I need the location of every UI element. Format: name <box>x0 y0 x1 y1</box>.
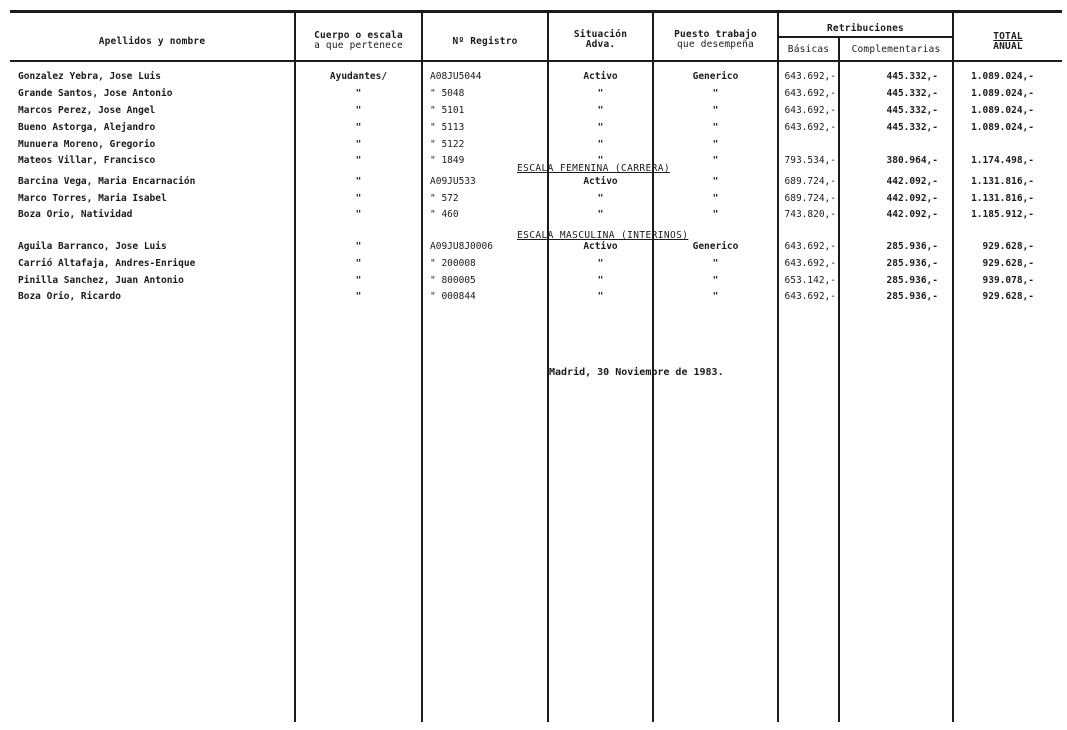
cell-total: 939.078,- <box>982 275 1034 286</box>
cell-registro: " 5101 <box>430 105 465 116</box>
cell-situacion: " <box>597 209 604 220</box>
cell-complementarias: 285.936,- <box>886 241 938 252</box>
header-situacion-line1: Situación <box>573 29 628 40</box>
cell-basicas: 643.692,- <box>784 122 836 133</box>
cell-registro: " 1849 <box>430 155 465 166</box>
cell-complementarias: 285.936,- <box>886 291 938 302</box>
cell-name: Gonzalez Yebra, Jose Luis <box>18 71 161 82</box>
cell-basicas: 643.692,- <box>784 88 836 99</box>
cell-complementarias: 442.092,- <box>886 176 938 187</box>
cell-cuerpo: " <box>355 241 362 252</box>
cell-cuerpo: " <box>355 291 362 302</box>
cell-basicas: 689.724,- <box>784 193 836 204</box>
cell-cuerpo: " <box>355 193 362 204</box>
section-label-masculina: ESCALA MASCULINA (INTERINOS) <box>517 230 689 241</box>
cell-situacion: Activo <box>583 71 618 82</box>
cell-total: 1.131.816,- <box>971 193 1034 204</box>
cell-cuerpo: " <box>355 139 362 150</box>
cell-total: 1.089.024,- <box>971 105 1034 116</box>
cell-name: Munuera Moreno, Gregorio <box>18 139 156 150</box>
cell-situacion: Activo <box>583 241 618 252</box>
cell-registro: " 5122 <box>430 139 465 150</box>
cell-situacion: " <box>597 88 604 99</box>
cell-complementarias: 445.332,- <box>886 122 938 133</box>
cell-situacion: " <box>597 193 604 204</box>
header-situacion-line2: Adva. <box>585 39 616 50</box>
header-puesto-line1: Puesto trabajo <box>674 29 757 40</box>
cell-puesto: " <box>712 88 719 99</box>
header-total-line1: TOTAL <box>993 31 1023 42</box>
cell-registro: " 000844 <box>430 291 476 302</box>
cell-basicas: 643.692,- <box>784 291 836 302</box>
header-name: Apellidos y nombre <box>98 36 206 47</box>
cell-complementarias: 285.936,- <box>886 275 938 286</box>
cell-name: Boza Orio, Ricardo <box>18 291 121 302</box>
cell-puesto: Generico <box>692 71 739 82</box>
cell-complementarias: 445.332,- <box>886 71 938 82</box>
cell-registro: A08JU5044 <box>430 71 482 82</box>
cell-basicas: 653.142,- <box>784 275 836 286</box>
footer-date: Madrid, 30 Noviembre de 1983. <box>549 367 724 378</box>
header-cuerpo-line2: a que pertenece <box>314 40 403 51</box>
cell-basicas: 689.724,- <box>784 176 836 187</box>
cell-name: Grande Santos, Jose Antonio <box>18 88 173 99</box>
cell-puesto: " <box>712 275 719 286</box>
cell-basicas: 743.820,- <box>784 209 836 220</box>
cell-name: Barcina Vega, Maria Encarnación <box>18 176 196 187</box>
cell-complementarias: 442.092,- <box>886 193 938 204</box>
top-rule <box>10 10 1062 13</box>
cell-puesto: Generico <box>692 241 739 252</box>
cell-complementarias: 445.332,- <box>886 105 938 116</box>
cell-registro: " 800005 <box>430 275 476 286</box>
cell-total: 1.185.912,- <box>971 209 1034 220</box>
cell-name: Boza Orio, Natividad <box>18 209 133 220</box>
cell-situacion: " <box>597 105 604 116</box>
cell-basicas: 643.692,- <box>784 258 836 269</box>
cell-registro: A09JU8J0006 <box>430 241 493 252</box>
cell-total: 1.089.024,- <box>971 122 1034 133</box>
cell-complementarias: 445.332,- <box>886 88 938 99</box>
cell-puesto: " <box>712 176 719 187</box>
cell-registro: " 460 <box>430 209 459 220</box>
cell-total: 1.089.024,- <box>971 71 1034 82</box>
cell-total: 1.131.816,- <box>971 176 1034 187</box>
cell-situacion: Activo <box>583 176 618 187</box>
cell-puesto: " <box>712 155 719 166</box>
cell-complementarias: 380.964,- <box>886 155 938 166</box>
cell-total: 1.174.498,- <box>971 155 1034 166</box>
cell-total: 1.089.024,- <box>971 88 1034 99</box>
column-rule <box>777 10 779 722</box>
cell-cuerpo: " <box>355 275 362 286</box>
cell-puesto: " <box>712 209 719 220</box>
cell-cuerpo: " <box>355 258 362 269</box>
cell-situacion: " <box>597 258 604 269</box>
header-registro: Nº Registro <box>452 36 518 47</box>
column-rule <box>838 38 840 722</box>
cell-complementarias: 285.936,- <box>886 258 938 269</box>
cell-complementarias: 442.092,- <box>886 209 938 220</box>
cell-name: Marcos Perez, Jose Angel <box>18 105 156 116</box>
header-bottom-rule <box>10 60 1062 62</box>
cell-registro: A09JU533 <box>430 176 476 187</box>
cell-situacion: " <box>597 139 604 150</box>
cell-situacion: " <box>597 275 604 286</box>
cell-name: Marco Torres, Maria Isabel <box>18 193 167 204</box>
cell-total: 929.628,- <box>982 241 1034 252</box>
cell-situacion: " <box>597 122 604 133</box>
cell-cuerpo: " <box>355 122 362 133</box>
cell-cuerpo: " <box>355 209 362 220</box>
cell-puesto: " <box>712 139 719 150</box>
cell-puesto: " <box>712 258 719 269</box>
cell-puesto: " <box>712 105 719 116</box>
column-rule <box>421 10 423 722</box>
cell-name: Aguila Barranco, Jose Luis <box>18 241 167 252</box>
cell-name: Carrió Altafaja, Andres-Enrique <box>18 258 196 269</box>
cell-registro: " 5113 <box>430 122 465 133</box>
header-total-line2: ANUAL <box>993 41 1023 52</box>
header-cuerpo-line1: Cuerpo o escala <box>314 30 403 41</box>
cell-puesto: " <box>712 122 719 133</box>
cell-cuerpo: Ayudantes/ <box>329 71 388 82</box>
cell-total: 929.628,- <box>982 258 1034 269</box>
cell-basicas: 643.692,- <box>784 241 836 252</box>
cell-cuerpo: " <box>355 105 362 116</box>
cell-cuerpo: " <box>355 88 362 99</box>
cell-basicas: 643.692,- <box>784 71 836 82</box>
cell-basicas: 793.534,- <box>784 155 836 166</box>
header-complementarias: Complementarias <box>851 44 941 55</box>
cell-cuerpo: " <box>355 155 362 166</box>
cell-basicas: 643.692,- <box>784 105 836 116</box>
header-puesto-line2: que desempeña <box>677 39 754 50</box>
cell-name: Pinilla Sanchez, Juan Antonio <box>18 275 184 286</box>
cell-registro: " 5048 <box>430 88 465 99</box>
cell-registro: " 572 <box>430 193 459 204</box>
cell-puesto: " <box>712 291 719 302</box>
cell-situacion: " <box>597 155 604 166</box>
cell-situacion: " <box>597 291 604 302</box>
cell-name: Mateos Villar, Francisco <box>18 155 156 166</box>
cell-total: 929.628,- <box>982 291 1034 302</box>
section-label-femenina: ESCALA FEMENINA (CARRERA) <box>517 163 670 174</box>
cell-cuerpo: " <box>355 176 362 187</box>
cell-registro: " 200008 <box>430 258 476 269</box>
cell-puesto: " <box>712 193 719 204</box>
cell-name: Bueno Astorga, Alejandro <box>18 122 156 133</box>
header-retribuciones: Retribuciones <box>827 23 904 34</box>
header-basicas: Básicas <box>787 44 830 55</box>
retribuciones-subrule <box>779 36 952 38</box>
